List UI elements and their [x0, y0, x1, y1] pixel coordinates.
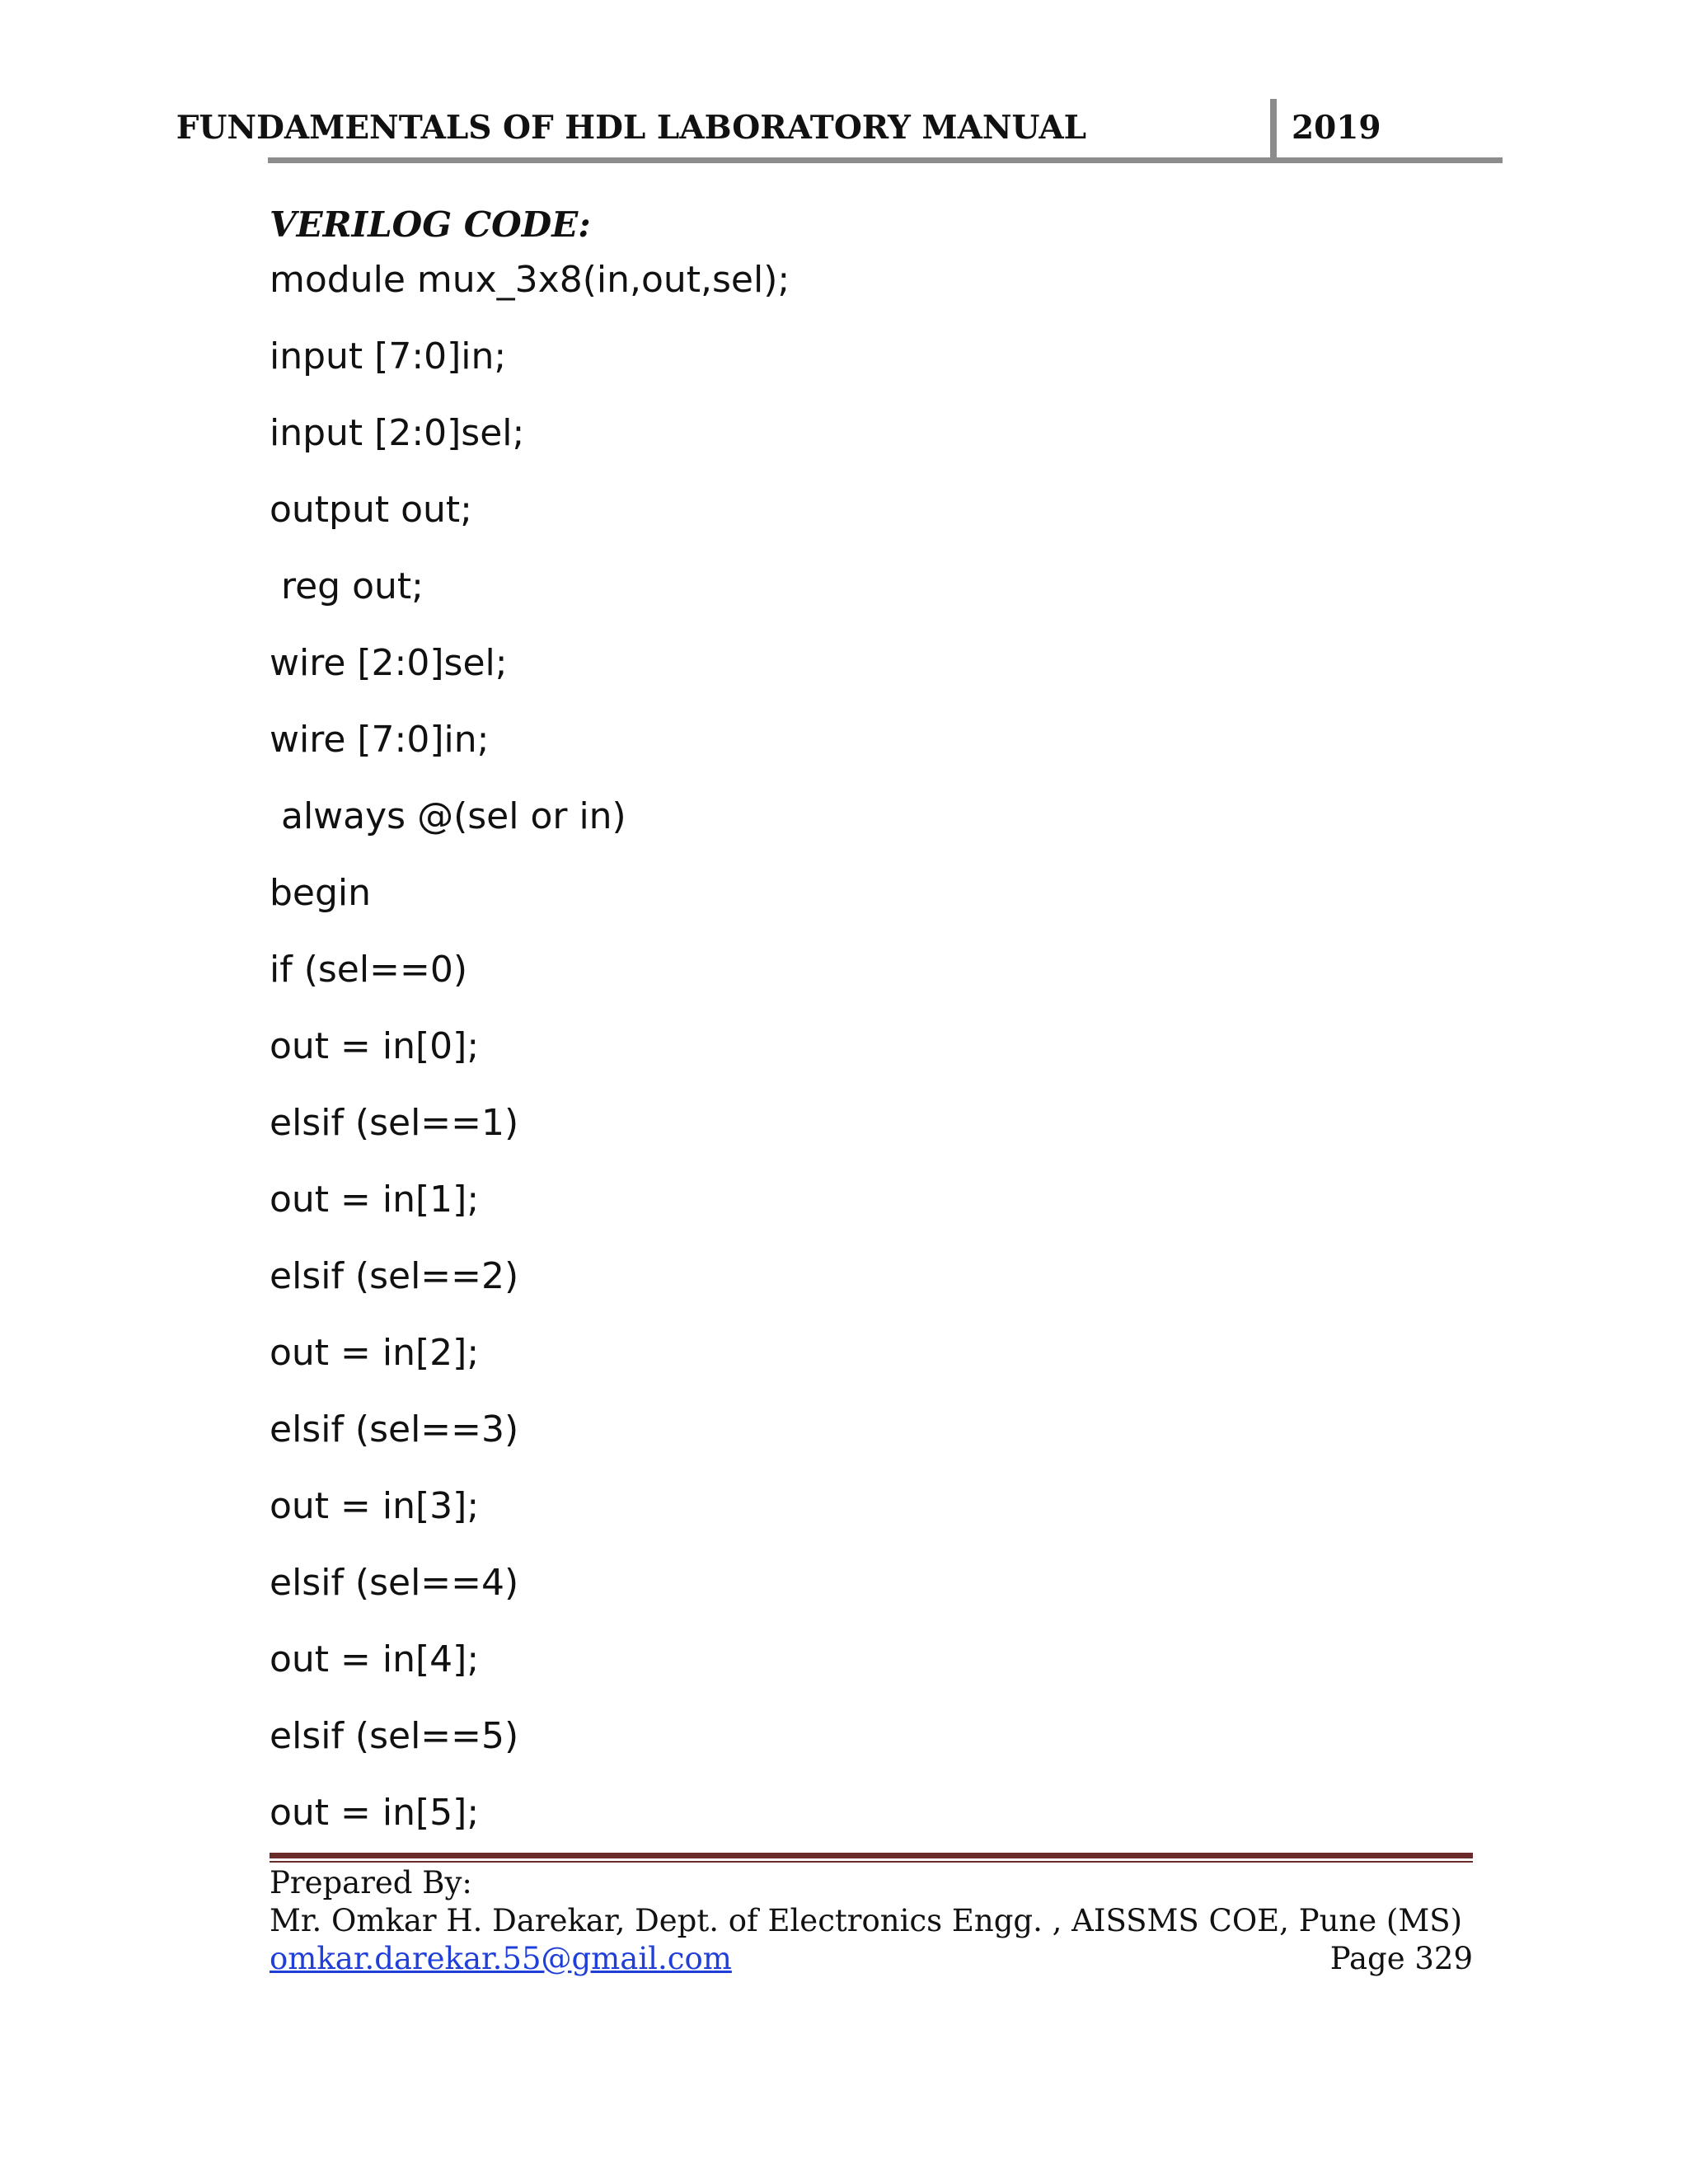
code-line: module mux_3x8(in,out,sel);: [270, 259, 790, 301]
code-line: wire [2:0]sel;: [270, 642, 508, 684]
code-line: elsif (sel==2): [270, 1255, 519, 1297]
footer-rule-thin: [270, 1861, 1473, 1863]
page-header: [176, 99, 1503, 165]
prepared-by-label: Prepared By:: [270, 1865, 472, 1900]
code-line: if (sel==0): [270, 949, 467, 991]
code-line: out = in[4];: [270, 1638, 480, 1680]
code-line: begin: [270, 872, 372, 914]
code-line: out = in[2];: [270, 1332, 480, 1374]
footer-rule: [270, 1853, 1473, 1858]
code-line: elsif (sel==4): [270, 1562, 519, 1604]
code-line: out = in[3];: [270, 1485, 480, 1527]
page-footer: [270, 1864, 1473, 1978]
code-line: input [7:0]in;: [270, 335, 507, 377]
author-email-link[interactable]: omkar.darekar.55@gmail.com: [270, 1941, 732, 1976]
code-line: always @(sel or in): [270, 795, 626, 837]
code-line: wire [7:0]in;: [270, 719, 490, 761]
verilog-code-block: [270, 257, 790, 1867]
code-line: out = in[5];: [270, 1792, 480, 1834]
manual-year: 2019: [1292, 109, 1381, 147]
code-line: out = in[0];: [270, 1025, 480, 1067]
code-line: input [2:0]sel;: [270, 412, 525, 454]
code-line: reg out;: [270, 565, 424, 607]
code-line: elsif (sel==3): [270, 1408, 519, 1451]
code-line: output out;: [270, 489, 472, 531]
manual-title: FUNDAMENTALS OF HDL LABORATORY MANUAL: [176, 109, 1086, 147]
code-line: out = in[1];: [270, 1179, 480, 1221]
header-separator: [1270, 99, 1277, 160]
code-line: elsif (sel==5): [270, 1715, 519, 1757]
code-line: elsif (sel==1): [270, 1102, 519, 1144]
author-line: Mr. Omkar H. Darekar, Dept. of Electronics Engg. , AISSMS COE, Pune (MS): [270, 1903, 1463, 1938]
header-rule: [268, 157, 1503, 163]
section-heading: VERILOG CODE:: [270, 204, 591, 245]
page-number: Page 329: [1329, 1941, 1473, 1976]
